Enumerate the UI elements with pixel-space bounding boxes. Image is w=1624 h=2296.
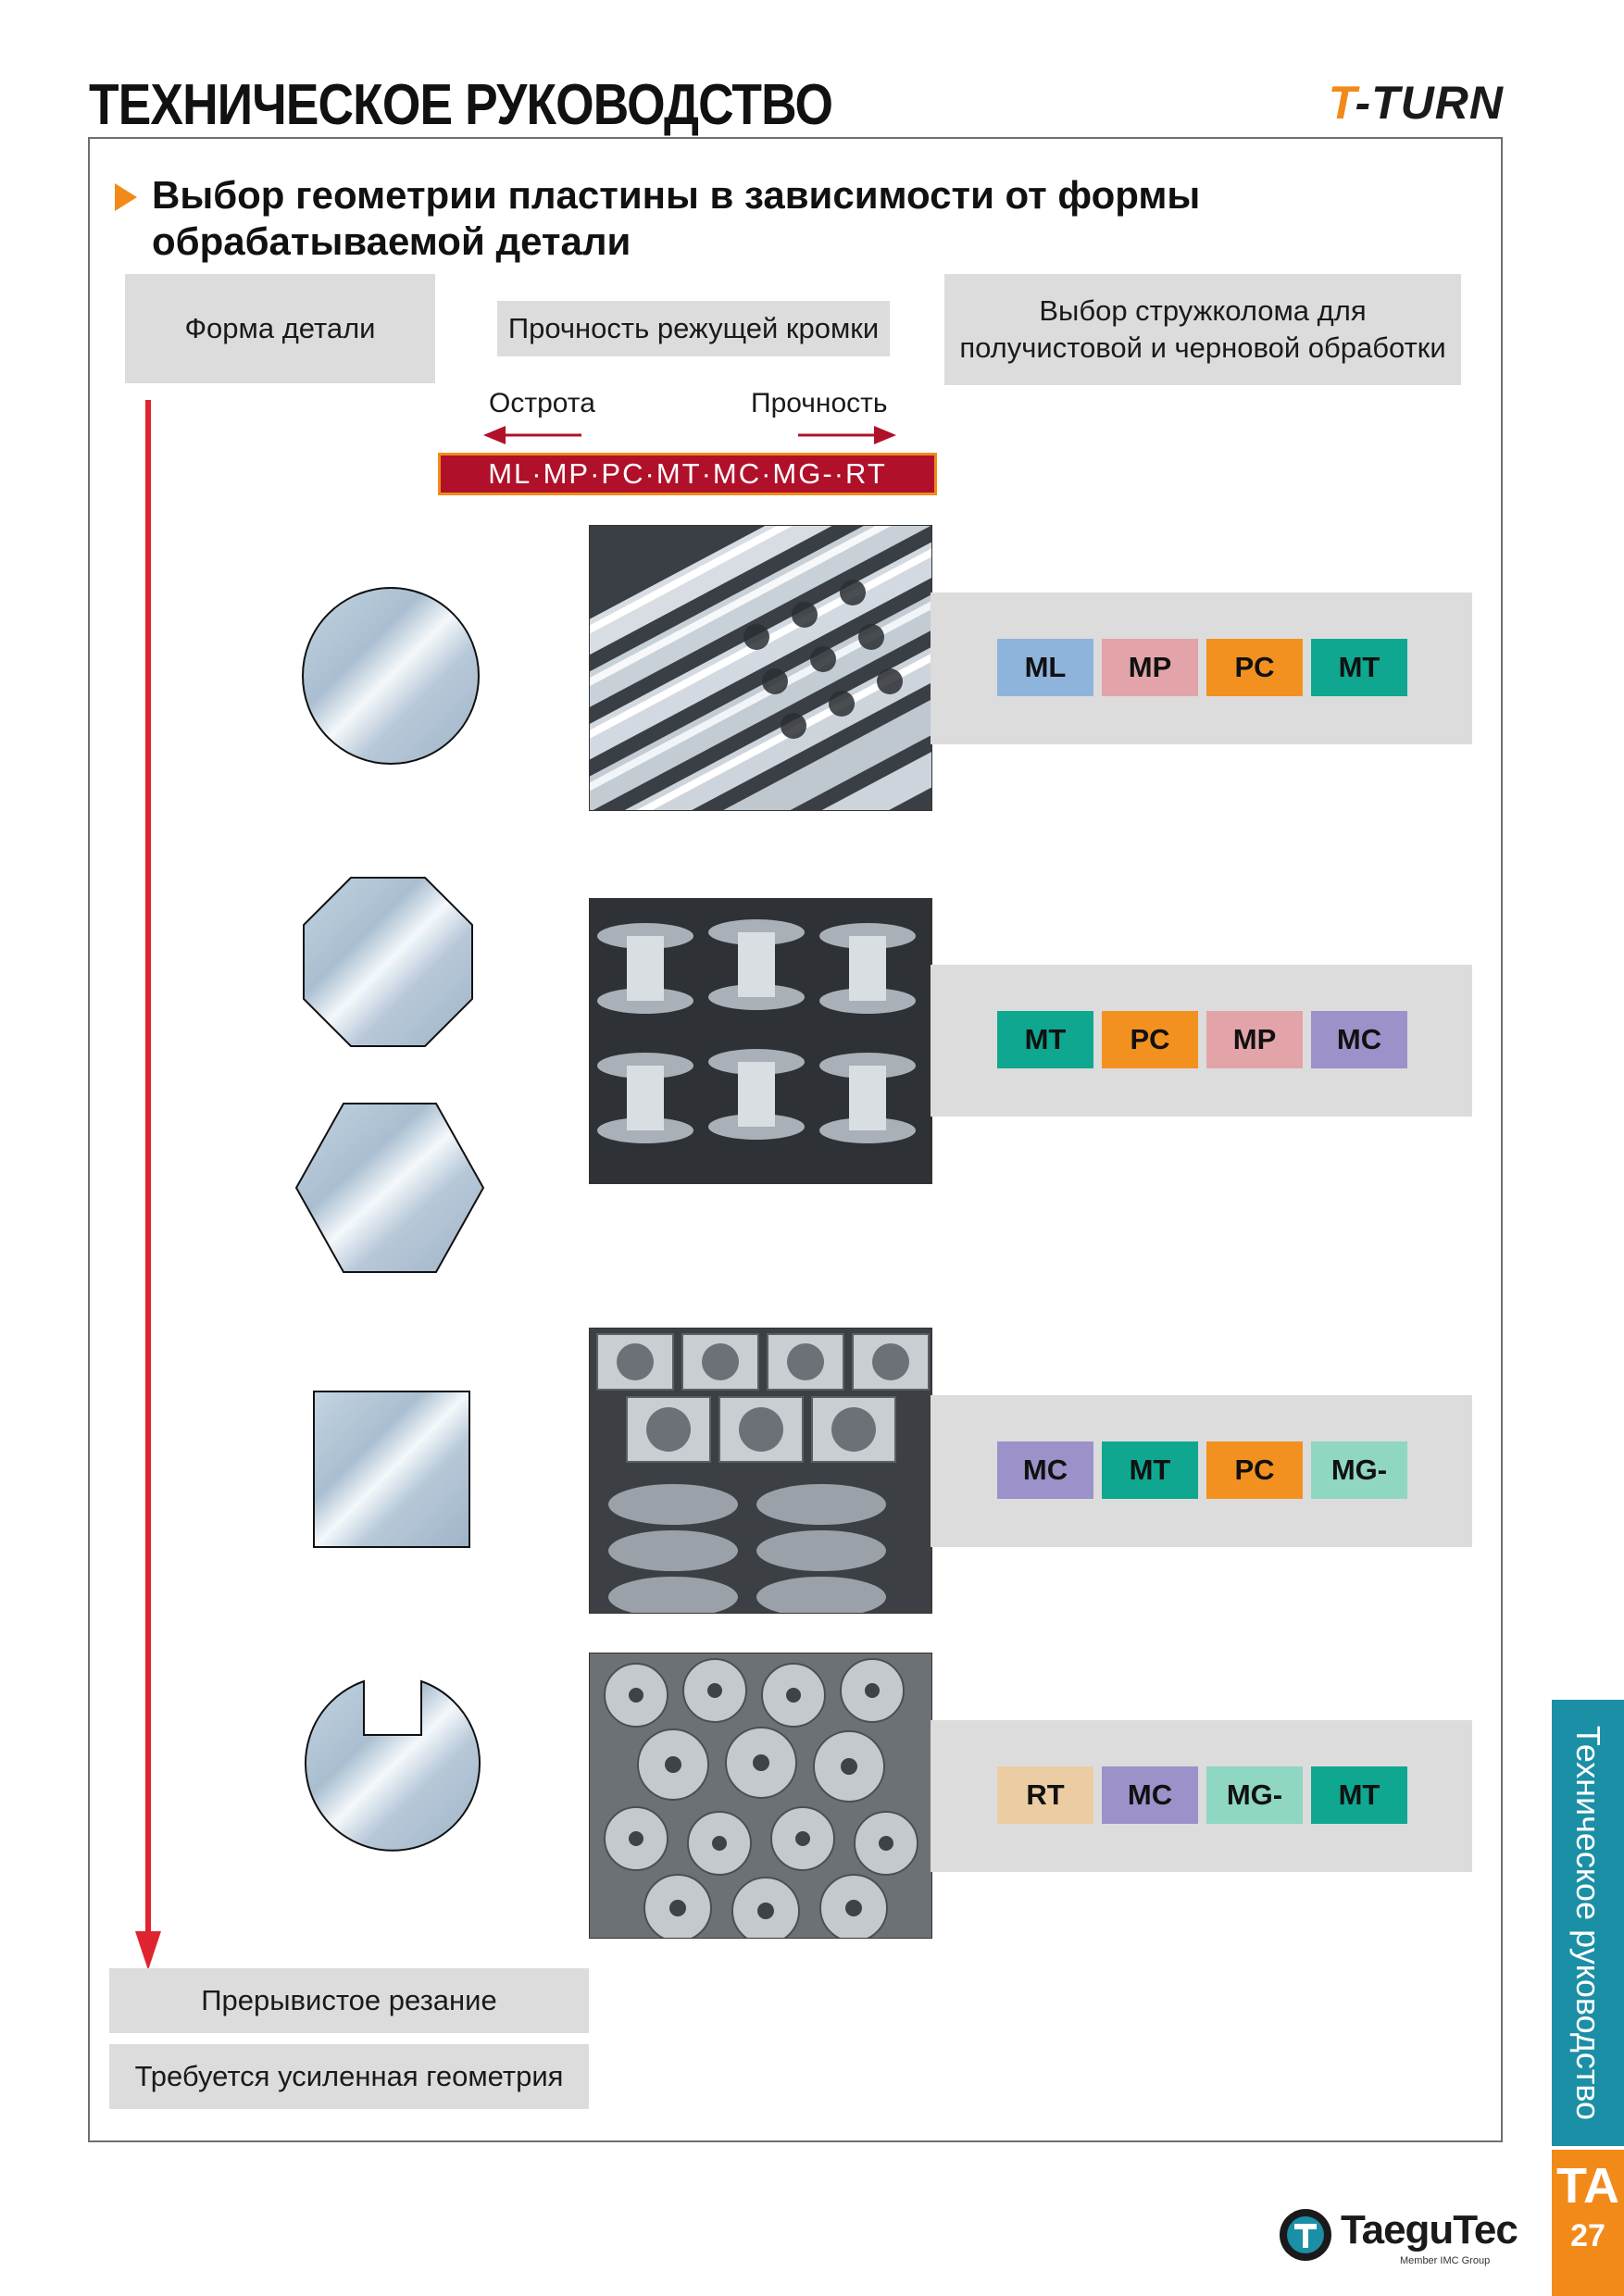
breaker-row-1	[931, 593, 1472, 744]
breaker-row-2	[931, 965, 1472, 1117]
badge-MT: MT	[1311, 1766, 1407, 1824]
polygon-parts-photo	[589, 898, 932, 1184]
heading-line-1: Выбор геометрии пластины в зависимости от формы	[152, 173, 1201, 217]
round-bar-shape-icon	[298, 583, 483, 768]
side-tab-label: Техническое руководство	[1569, 1725, 1607, 2121]
arrow-left-icon	[481, 421, 583, 449]
badge-MG: MG-	[1311, 1441, 1407, 1499]
badge-MT: MT	[1311, 639, 1407, 696]
badge-MG: MG-	[1206, 1766, 1303, 1824]
column-header-breaker-line-2: получистовой и черновой обработки	[959, 331, 1446, 364]
square-bar-shape-icon	[311, 1389, 472, 1550]
badge-ML: ML	[997, 639, 1093, 696]
slotted-parts-photo	[589, 1653, 932, 1939]
badge-PC: PC	[1206, 639, 1303, 696]
round-bars-photo	[589, 525, 932, 811]
brand-rest: -TURN	[1355, 77, 1504, 129]
column-header-breaker-line-1: Выбор стружколома для	[1039, 294, 1367, 327]
arrow-right-icon	[796, 421, 898, 449]
slotted-parts-illustration	[590, 1653, 932, 1939]
column-header-shape	[125, 274, 435, 383]
brand-prefix: T	[1328, 77, 1355, 129]
badge-PC: PC	[1206, 1441, 1303, 1499]
breaker-row-4	[931, 1720, 1472, 1872]
footer-logo-text: TaeguTec	[1341, 2207, 1518, 2252]
badge-MC: MC	[1102, 1766, 1198, 1824]
heading-line-2: обрабатываемой детали	[152, 219, 631, 263]
strength-label: Прочность	[751, 388, 888, 418]
column-header-strength	[497, 301, 890, 356]
badge-PC: PC	[1102, 1011, 1198, 1068]
interrupted-cutting-text: Прерывистое резание	[201, 1984, 497, 2016]
page-number: 27	[1570, 2218, 1605, 2253]
orange-triangle-bullet-icon	[115, 183, 137, 211]
hexagon-bar-shape-icon	[293, 1102, 487, 1274]
column-header-strength-text: Прочность режущей кромки	[507, 312, 880, 344]
round-bars-illustration	[590, 526, 932, 811]
geometry-sequence-bar: ML·MP·PC·MT·MC·MG-·RT	[438, 453, 937, 495]
slotted-bar-shape-icon	[302, 1674, 483, 1855]
reinforced-geometry-text: Требуется усиленная геометрия	[134, 2060, 564, 2092]
badge-MP: MP	[1102, 639, 1198, 696]
badge-MP: MP	[1206, 1011, 1303, 1068]
octagon-bar-shape-icon	[300, 876, 476, 1048]
footer-logo-sub: Member IMC Group	[1400, 2255, 1491, 2266]
red-down-arrow-icon	[130, 398, 167, 1972]
column-header-shape-text: Форма детали	[184, 312, 376, 344]
square-flange-parts-illustration	[590, 1329, 932, 1614]
t-turn-logo	[1329, 76, 1504, 130]
badge-RT: RT	[997, 1766, 1093, 1824]
page-title: ТЕХНИЧЕСКОЕ РУКОВОДСТВО	[89, 73, 833, 137]
badge-MT: MT	[997, 1011, 1093, 1068]
polygon-parts-illustration	[590, 899, 932, 1184]
reinforced-geometry-label	[109, 2044, 589, 2109]
badge-MC: MC	[997, 1441, 1093, 1499]
column-header-breaker	[944, 274, 1461, 385]
sharpness-label: Острота	[489, 388, 595, 418]
badge-MT: MT	[1102, 1441, 1198, 1499]
section-heading	[115, 172, 1226, 265]
heading-text	[152, 172, 1226, 265]
breaker-row-3	[931, 1395, 1472, 1547]
badge-MC: MC	[1311, 1011, 1407, 1068]
interrupted-cutting-label	[109, 1968, 589, 2033]
section-code: TA	[1556, 2158, 1619, 2214]
square-flange-parts-photo	[589, 1328, 932, 1614]
